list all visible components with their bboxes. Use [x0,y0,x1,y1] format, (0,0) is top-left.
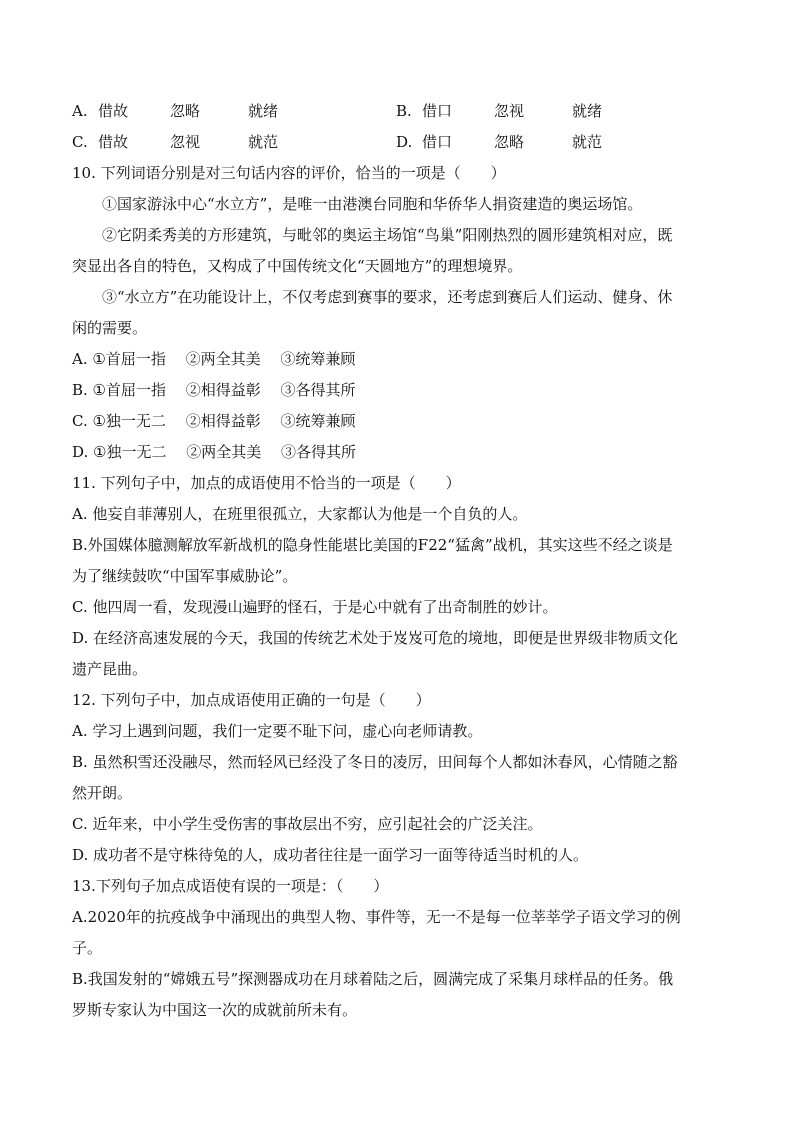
q10-sentence-2: ②它阴柔秀美的方形建筑，与毗邻的奥运主场馆“鸟巢”阳刚热烈的圆形建筑相对应，既 [102,226,673,244]
q9-option-a [72,96,396,127]
option-letter: C. [72,133,88,151]
q11-option-b: B.外国媒体臆测解放军新战机的隐身性能堪比美国的F22“猛禽”战机，其实这些不经之谈是 [72,536,673,554]
q12-option-d: D. 成功者不是守株待兔的人，成功者往往是一面学习一面等待适当时机的人。 [72,846,589,864]
option-letter: D. [396,133,413,151]
q13-option-b-cont: 罗斯专家认为中国这一次的成就前所未有。 [72,1001,358,1019]
option-word: 就范 [572,133,603,151]
q12-option-b-cont: 然开朗。 [72,784,133,802]
option-letter: B. [396,102,412,120]
option-letter: A. [72,102,88,120]
option-word: 借口 [422,102,453,120]
option-word: 忽视 [170,133,201,151]
q13-option-b: B.我国发射的“嫦娥五号”探测器成功在月球着陆之后，圆满完成了采集月球样品的任务。俄 [72,970,674,988]
q13-option-a-cont: 子。 [72,939,103,957]
q11-option-d: D. 在经济高速发展的今天，我国的传统艺术处于岌岌可危的境地，即便是世界级非物质文化 [72,629,679,647]
q12-option-a: A. 学习上遇到问题，我们一定要不耻下问，虚心向老师请教。 [72,722,483,740]
q9-option-c [72,127,396,158]
option-word: 借故 [98,133,129,151]
option-word: 忽略 [170,102,201,120]
option-word: 忽视 [494,102,525,120]
q11-stem: 11. 下列句子中，加点的成语使用不恰当的一项是（ ） [72,474,461,492]
q10-option-d: D. ①独一无二 ②两全其美 ③各得其所 [72,443,357,461]
q12-option-c: C. 近年来，中小学生受伤害的事故层出不穷，应引起社会的广泛关注。 [72,815,543,833]
option-word: 忽略 [494,133,525,151]
q12-option-b: B. 虽然积雪还没融尽，然而轻风已经没了冬日的凌厉，田间每个人都如沐春风，心情随之豁 [72,753,678,771]
q10-option-a: A. ①首屈一指 ②两全其美 ③统筹兼顾 [72,350,356,368]
q11-option-d-cont: 遗产昆曲。 [72,660,148,678]
q9-options-row-2 [72,127,728,158]
q12-stem: 12. 下列句子中，加点成语使用正确的一句是（ ） [72,691,431,709]
q10-option-b: B. ①首屈一指 ②相得益彰 ③各得其所 [72,381,356,399]
q10-sentence-1: ①国家游泳中心“水立方”，是唯一由港澳台同胞和华侨华人捐资建造的奥运场馆。 [102,195,643,213]
q11-option-a: A. 他妄自菲薄别人，在班里很孤立，大家都认为他是一个自负的人。 [72,505,528,523]
q10-stem: 10. 下列词语分别是对三句话内容的评价，恰当的一项是（ ） [72,164,506,182]
q9-options-row-1 [72,96,728,127]
q10-sentence-3-cont: 闲的需要。 [72,319,148,337]
option-word: 借口 [422,133,453,151]
exam-page [72,96,728,1026]
q11-option-c: C. 他四周一看，发现漫山遍野的怪石，于是心中就有了出奇制胜的妙计。 [72,598,558,616]
q13-option-a: A.2020年的抗疫战争中涌现出的典型人物、事件等，无一不是每一位莘莘学子语文学习的例 [72,908,681,926]
q13-stem: 13.下列句子加点成语使有误的一项是：（ ） [72,877,389,895]
q11-option-b-cont: 为了继续鼓吹“中国军事威胁论”。 [72,567,298,585]
q9-option-d [396,127,720,158]
q10-sentence-3: ③“水立方”在功能设计上，不仅考虑到赛事的要求，还考虑到赛后人们运动、健身、休 [102,288,673,306]
option-word: 就绪 [248,102,279,120]
option-word: 就范 [248,133,279,151]
q10-option-c: C. ①独一无二 ②相得益彰 ③统筹兼顾 [72,412,356,430]
q10-sentence-2-cont: 突显出各自的特色，又构成了中国传统文化“天圆地方”的理想境界。 [72,257,523,275]
option-word: 就绪 [572,102,603,120]
option-word: 借故 [98,102,129,120]
q9-option-b [396,96,720,127]
